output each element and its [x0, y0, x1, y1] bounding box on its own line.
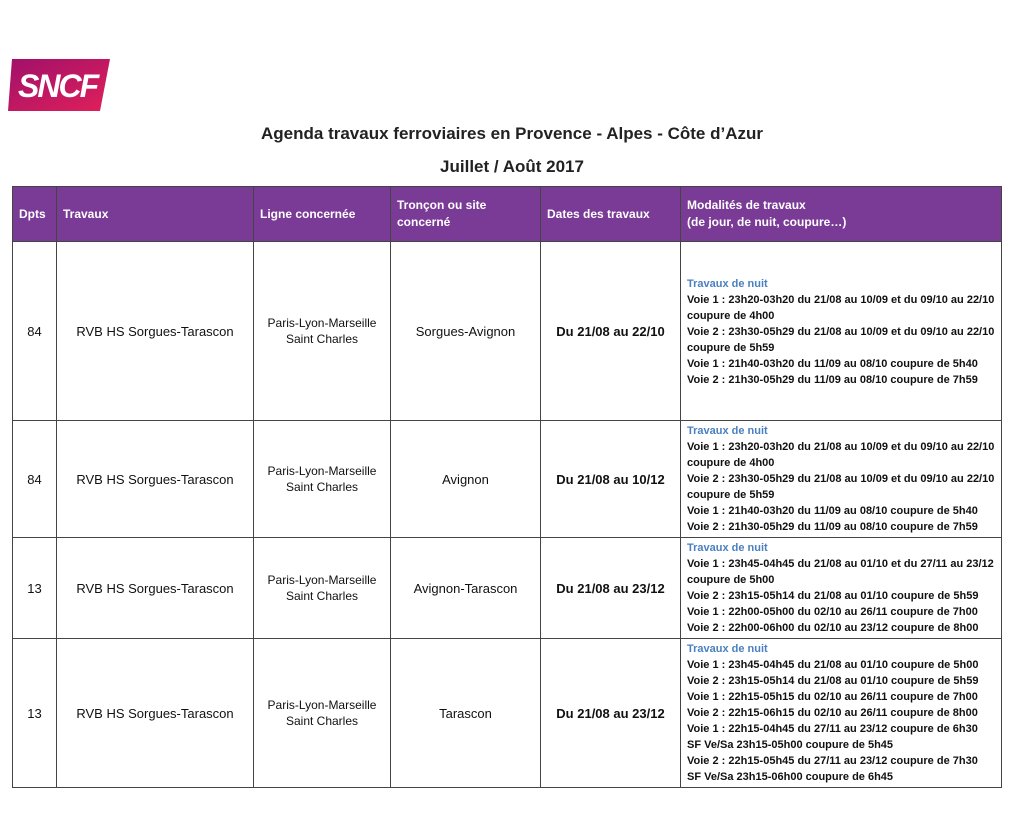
modalites-line: Voie 2 : 23h15-05h14 du 21/08 au 01/10 coupure de 5h59: [687, 675, 979, 687]
header-dpts: Dpts: [13, 187, 57, 242]
table-row: [13, 242, 1002, 421]
modalites-line: Voie 2 : 23h30-05h29 du 21/08 au 10/09 et du 09/10 au 22/10 coupure de 5h59: [687, 473, 995, 501]
cell-ligne-line1: Paris-Lyon-Marseille: [267, 698, 377, 712]
cell-ligne-line1: Paris-Lyon-Marseille: [267, 573, 377, 587]
modalites-line: Voie 2 : 23h30-05h29 du 21/08 au 10/09 et du 09/10 au 22/10 coupure de 5h59: [687, 326, 995, 354]
modalites-line: Voie 2 : 21h30-05h29 du 11/09 au 08/10 coupure de 7h59: [687, 521, 978, 533]
cell-ligne-line1: Paris-Lyon-Marseille: [267, 464, 377, 478]
cell-troncon: Tarascon: [391, 639, 541, 788]
works-table: [12, 186, 1002, 788]
cell-ligne-line1: Paris-Lyon-Marseille: [267, 316, 377, 330]
cell-travaux: RVB HS Sorgues-Tarascon: [57, 538, 254, 639]
cell-travaux: RVB HS Sorgues-Tarascon: [57, 421, 254, 538]
sncf-logo-icon: [6, 57, 112, 113]
modalites-line: Voie 1 : 23h45-04h45 du 21/08 au 01/10 et du 27/11 au 23/12 coupure de 5h00: [687, 558, 994, 586]
modalites-line: SF Ve/Sa 23h15-05h00 coupure de 5h45: [687, 739, 894, 751]
modalites-line: Voie 2 : 22h00-06h00 du 02/10 au 23/12 coupure de 8h00: [687, 622, 979, 634]
cell-dates: Du 21/08 au 23/12: [541, 538, 681, 639]
cell-ligne-line2: Saint Charles: [285, 589, 359, 603]
modalites-line: Voie 2 : 22h15-05h45 du 27/11 au 23/12 coupure de 7h30: [687, 755, 978, 767]
page-title: Agenda travaux ferroviaires en Provence - Alpes - Côte d’Azur: [261, 124, 763, 143]
table-header-row: [13, 187, 1002, 242]
header-ligne: Ligne concernée: [254, 187, 391, 242]
modalites-line: Voie 1 : 23h45-04h45 du 21/08 au 01/10 coupure de 5h00: [687, 659, 979, 671]
cell-dpt: 13: [13, 538, 57, 639]
modalites-title: Travaux de nuit: [687, 643, 768, 655]
cell-dpt: 84: [13, 421, 57, 538]
page-subtitle: Juillet / Août 2017: [440, 157, 584, 176]
modalites-line: Voie 2 : 22h15-06h15 du 02/10 au 26/11 coupure de 8h00: [687, 707, 978, 719]
cell-troncon: Sorgues-Avignon: [391, 242, 541, 421]
cell-modalites: [681, 242, 1002, 421]
modalites-line: Voie 1 : 21h40-03h20 du 11/09 au 08/10 coupure de 5h40: [687, 505, 978, 517]
cell-troncon: Avignon-Tarascon: [391, 538, 541, 639]
modalites-line: Voie 1 : 22h15-04h45 du 27/11 au 23/12 coupure de 6h30: [687, 723, 978, 735]
modalites-title: Travaux de nuit: [687, 542, 768, 554]
modalites-line: Voie 1 : 23h20-03h20 du 21/08 au 10/09 et du 09/10 au 22/10 coupure de 4h00: [687, 294, 995, 322]
cell-ligne: [254, 421, 391, 538]
modalites-line: Voie 1 : 21h40-03h20 du 11/09 au 08/10 coupure de 5h40: [687, 358, 978, 370]
modalites-title: Travaux de nuit: [687, 278, 768, 290]
cell-travaux: RVB HS Sorgues-Tarascon: [57, 639, 254, 788]
header-travaux: Travaux: [57, 187, 254, 242]
cell-ligne: [254, 538, 391, 639]
header-dates: Dates des travaux: [541, 187, 681, 242]
cell-troncon: Avignon: [391, 421, 541, 538]
cell-travaux: RVB HS Sorgues-Tarascon: [57, 242, 254, 421]
svg-text:SNCF: SNCF: [18, 68, 98, 104]
cell-dates: Du 21/08 au 10/12: [541, 421, 681, 538]
cell-modalites: [681, 421, 1002, 538]
header-modalites-line1: Modalités de travaux: [687, 198, 806, 212]
cell-modalites: [681, 639, 1002, 788]
table-row: [13, 639, 1002, 788]
table-row: [13, 538, 1002, 639]
table-row: [13, 421, 1002, 538]
header-troncon: Tronçon ou site concerné: [391, 187, 541, 242]
modalites-line: Voie 2 : 21h30-05h29 du 11/09 au 08/10 coupure de 7h59: [687, 374, 978, 386]
modalites-line: Voie 1 : 22h15-05h15 du 02/10 au 26/11 coupure de 7h00: [687, 691, 978, 703]
header-modalites: [681, 187, 1002, 242]
cell-modalites: [681, 538, 1002, 639]
cell-ligne-line2: Saint Charles: [285, 480, 359, 494]
cell-ligne: [254, 242, 391, 421]
cell-ligne: [254, 639, 391, 788]
modalites-line: Voie 2 : 23h15-05h14 du 21/08 au 01/10 coupure de 5h59: [687, 590, 979, 602]
cell-dpt: 84: [13, 242, 57, 421]
modalites-line: SF Ve/Sa 23h15-06h00 coupure de 6h45: [687, 771, 894, 783]
modalites-line: Voie 1 : 23h20-03h20 du 21/08 au 10/09 et du 09/10 au 22/10 coupure de 4h00: [687, 441, 995, 469]
modalites-line: Voie 1 : 22h00-05h00 du 02/10 au 26/11 coupure de 7h00: [687, 606, 978, 618]
cell-ligne-line2: Saint Charles: [285, 714, 359, 728]
cell-dates: Du 21/08 au 23/12: [541, 639, 681, 788]
cell-dates: Du 21/08 au 22/10: [541, 242, 681, 421]
header-modalites-line2: (de jour, de nuit, coupure…): [687, 215, 847, 229]
cell-dpt: 13: [13, 639, 57, 788]
sncf-logo: [6, 57, 112, 113]
cell-ligne-line2: Saint Charles: [285, 332, 359, 346]
modalites-title: Travaux de nuit: [687, 425, 768, 437]
